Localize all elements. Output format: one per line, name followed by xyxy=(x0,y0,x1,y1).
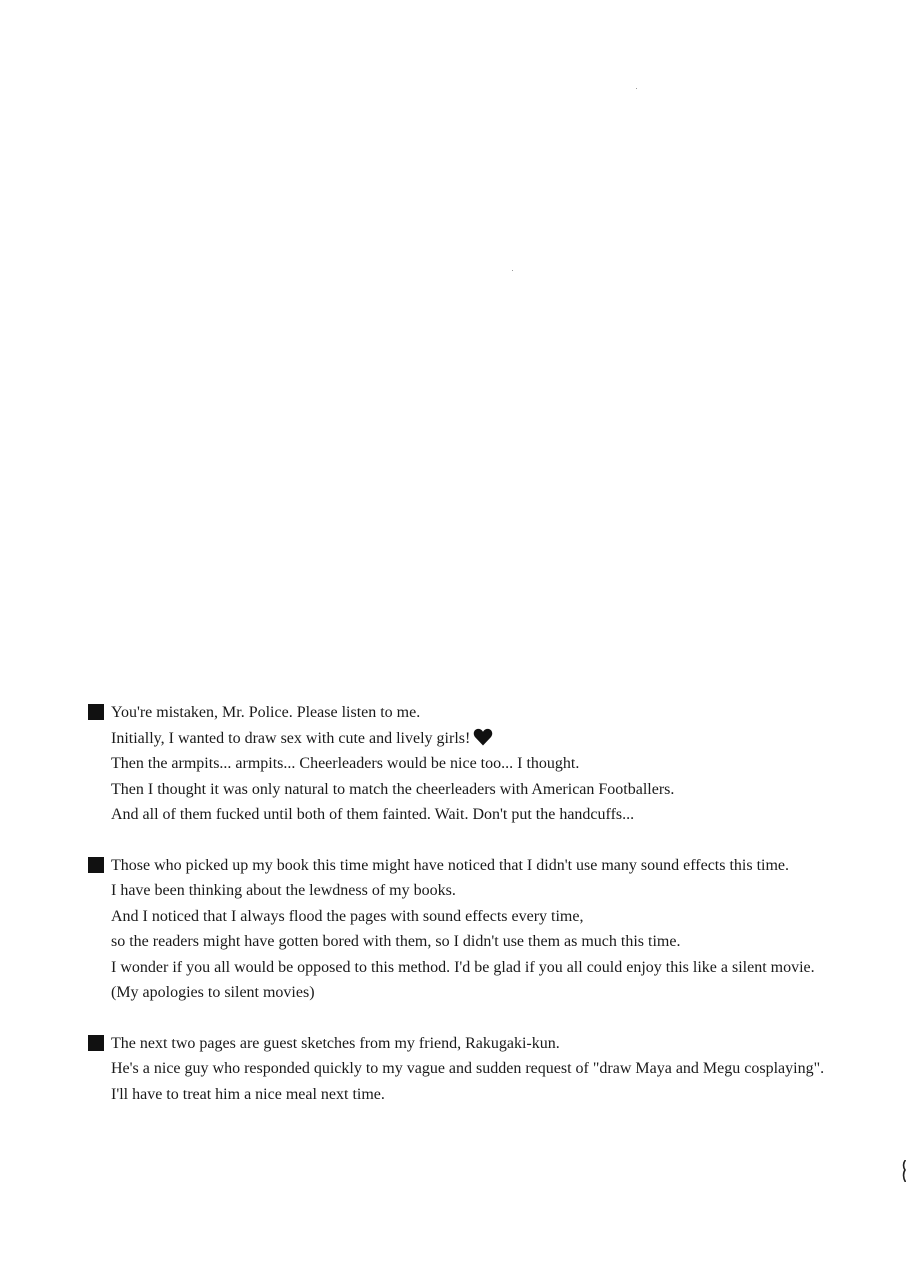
heart-icon xyxy=(473,728,493,746)
note-line: Those who picked up my book this time might have noticed that I didn't use many sound effects this time. xyxy=(111,856,790,874)
note-line: I'll have to treat him a nice meal next time. xyxy=(111,1085,385,1103)
note-line: You're mistaken, Mr. Police. Please listen to me. xyxy=(111,704,421,721)
note-sound-effects xyxy=(88,853,888,1006)
black-square-bullet-icon xyxy=(88,857,104,873)
note-line: The next two pages are guest sketches from my friend, Rakugaki-kun. xyxy=(111,1034,560,1052)
note-line-with-heart xyxy=(111,726,888,752)
note-line: And all of them fucked until both of them fainted. Wait. Don't put the handcuffs... xyxy=(111,806,635,823)
note-line: I have been thinking about the lewdness of my books. xyxy=(111,882,456,899)
note-police xyxy=(88,700,888,828)
note-line: And I noticed that I always flood the pages with sound effects every time, xyxy=(111,907,584,925)
note-line: He's a nice guy who responded quickly to my vague and sudden request of "draw Maya and Megu cosplaying". xyxy=(111,1060,825,1077)
note-line-text: Initially, I wanted to draw sex with cute and lively girls! xyxy=(111,729,471,747)
page-edge-mark xyxy=(902,1160,906,1182)
note-line: Then the armpits... armpits... Cheerleaders would be nice too... I thought. xyxy=(111,755,580,772)
afterword-notes xyxy=(88,700,888,1132)
note-guest-sketches xyxy=(88,1031,888,1108)
note-line: (My apologies to silent movies) xyxy=(111,984,315,1001)
scan-speck xyxy=(512,270,513,271)
note-line: I wonder if you all would be opposed to this method. I'd be glad if you all could enjoy this like a silent movie. xyxy=(111,958,815,976)
scan-speck xyxy=(636,88,637,89)
black-square-bullet-icon xyxy=(88,1035,104,1051)
note-line: so the readers might have gotten bored with them, so I didn't use them as much this time. xyxy=(111,933,681,950)
black-square-bullet-icon xyxy=(88,704,104,720)
note-line: Then I thought it was only natural to match the cheerleaders with American Footballers. xyxy=(111,780,675,798)
